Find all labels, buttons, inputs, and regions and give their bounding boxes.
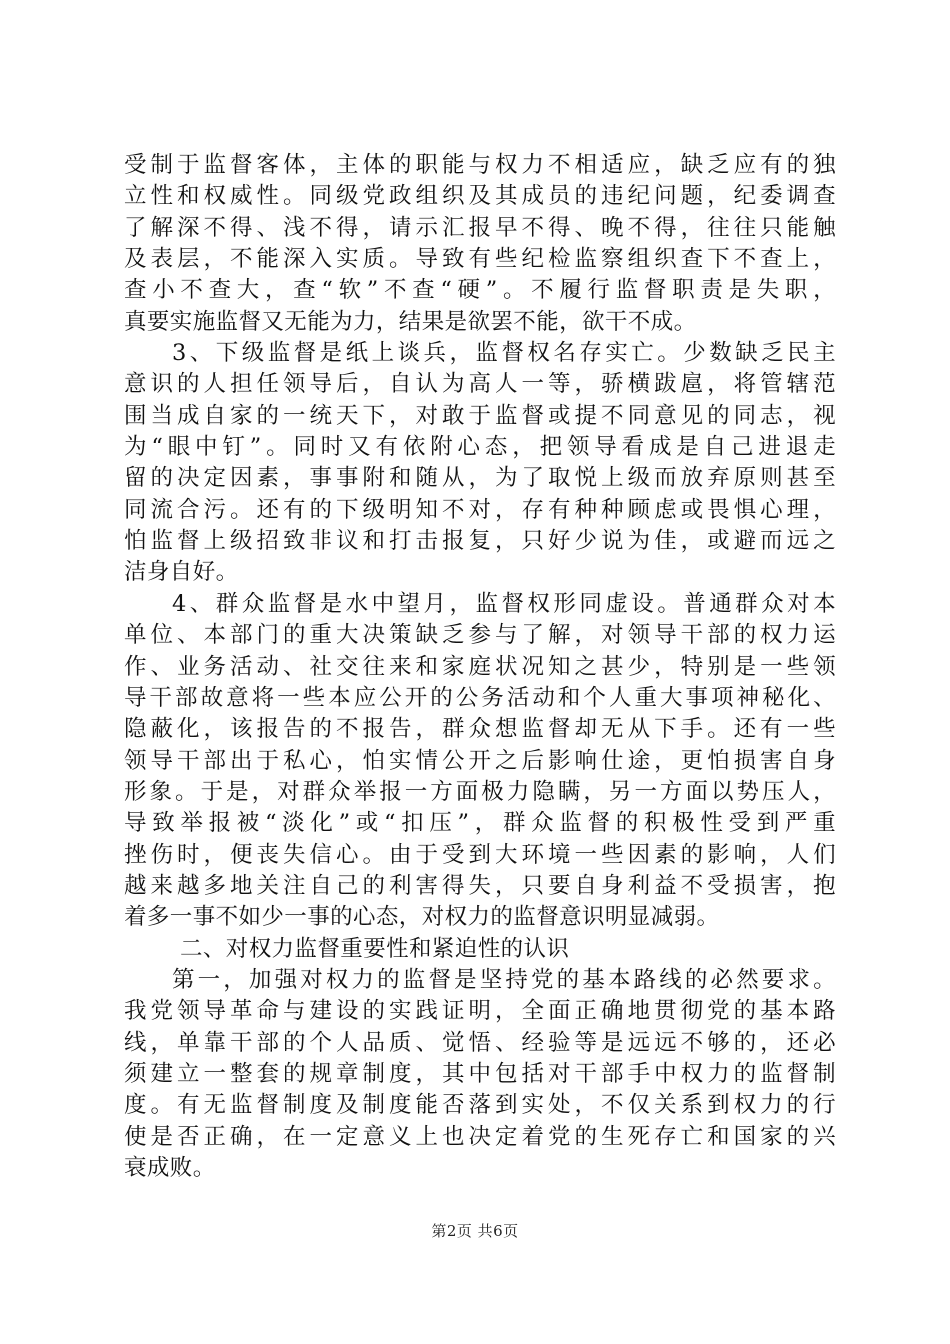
paragraph-start-line: 3、下级监督是纸上谈兵，监督权名存实亡。少数缺乏民主 — [172, 340, 836, 367]
text-line: 须建立一整套的规章制度，其中包括对干部手中权力的监督制 — [124, 1060, 836, 1087]
text-line: 使是否正确，在一定意义上也决定着党的生死存亡和国家的兴 — [124, 1123, 836, 1150]
text-line: 线，单靠干部的个人品质、觉悟、经验等是远远不够的，还必 — [124, 1029, 836, 1056]
text-line: 及表层，不能深入实质。导致有些纪检监察组织查下不查上， — [124, 246, 836, 273]
page-number-footer: 第2页 共6页 — [431, 1222, 519, 1240]
text-line: 同流合污。还有的下级明知不对，存有种种顾虑或畏惧心理， — [124, 496, 836, 523]
text-line: 洁身自好。 — [124, 559, 239, 586]
text-line: 查小不查大，查“软”不查“硬”。不履行监督职责是失职， — [124, 277, 836, 304]
text-line: 受制于监督客体，主体的职能与权力不相适应，缺乏应有的独 — [124, 152, 836, 178]
text-line: 挫伤时，便丧失信心。由于受到大环境一些因素的影响，人们 — [124, 841, 836, 868]
section-heading: 二、对权力监督重要性和紧迫性的认识 — [180, 935, 570, 962]
text-line: 着多一事不如少一事的心态，对权力的监督意识明显减弱。 — [124, 904, 720, 931]
text-line: 形象。于是，对群众举报一方面极力隐瞒，另一方面以势压人， — [124, 778, 836, 805]
text-line: 导致举报被“淡化”或“扣压”，群众监督的积极性受到严重 — [124, 810, 836, 837]
text-line: 领导干部出于私心，怕实情公开之后影响仕途，更怕损害自身 — [124, 747, 836, 774]
text-line: 意识的人担任领导后，自认为高人一等，骄横跋扈，将管辖范 — [124, 371, 836, 398]
text-line: 为“眼中钉”。同时又有依附心态，把领导看成是自己进退走 — [124, 434, 836, 461]
text-line: 导干部故意将一些本应公开的公务活动和个人重大事项神秘化、 — [124, 684, 836, 711]
paragraph-start-line: 第一，加强对权力的监督是坚持党的基本路线的必然要求。 — [172, 966, 836, 993]
text-line: 我党领导革命与建设的实践证明，全面正确地贯彻党的基本路 — [124, 998, 836, 1025]
text-line: 衰成败。 — [124, 1155, 216, 1181]
text-line: 越来越多地关注自己的利害得失，只要自身利益不受损害，抱 — [124, 872, 836, 899]
text-line: 立性和权威性。同级党政组织及其成员的违纪问题，纪委调查 — [124, 183, 836, 210]
text-line: 度。有无监督制度及制度能否落到实处，不仅关系到权力的行 — [124, 1092, 836, 1119]
text-line: 隐蔽化，该报告的不报告，群众想监督却无从下手。还有一些 — [124, 716, 836, 743]
text-line: 真要实施监督又无能为力，结果是欲罢不能，欲干不成。 — [124, 308, 697, 335]
text-line: 了解深不得、浅不得，请示汇报早不得、晚不得，往往只能触 — [124, 214, 836, 241]
text-line: 单位、本部门的重大决策缺乏参与了解，对领导干部的权力运 — [124, 622, 836, 649]
text-line: 留的决定因素，事事附和随从，为了取悦上级而放弃原则甚至 — [124, 465, 836, 492]
paragraph-start-line: 4、群众监督是水中望月，监督权形同虚设。普通群众对本 — [172, 590, 836, 617]
document-body — [124, 150, 836, 1184]
text-line: 怕监督上级招致非议和打击报复，只好少说为佳，或避而远之 — [124, 528, 836, 555]
text-line: 作、业务活动、社交往来和家庭状况知之甚少，特别是一些领 — [124, 653, 836, 680]
text-line: 围当成自家的一统天下，对敢于监督或提不同意见的同志，视 — [124, 402, 836, 429]
